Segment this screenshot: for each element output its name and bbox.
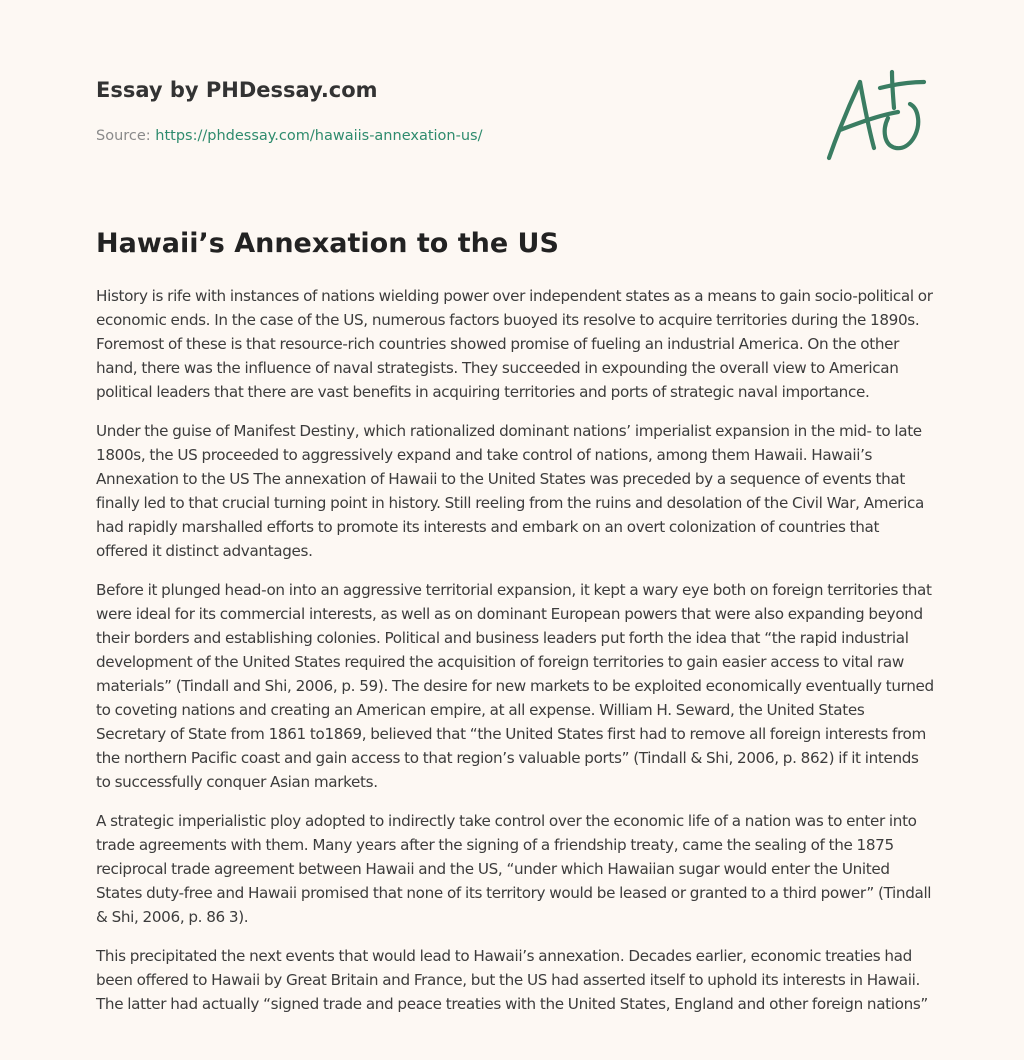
essay-header bbox=[96, 76, 796, 146]
a-plus-logo-icon bbox=[822, 68, 928, 164]
paragraph: Before it plunged head-on into an aggressive territorial expansion, it kept a wary eye both on foreign territories that were ideal for its commercial interests, as well as on dominant European powers that were also expanding beyond their borders and establishing colonies. Political and business leaders put forth the idea that “the rapid industrial development of the United States required the acquisition of foreign territories to gain easier access to vital raw materials” (Tindall and Shi, 2006, p. 59). The desire for new markets to be exploited economically eventually turned to coveting nations and creating an American empire, at all expense. William H. Seward, the United States Secretary of State from 1861 to1869, believed that “the United States first had to remove all foreign interests from the northern Pacific coast and gain access to that region’s valuable ports” (Tindall & Shi, 2006, p. 862) if it intends to successfully conquer Asian markets. bbox=[96, 581, 934, 791]
paragraph: History is rife with instances of nations wielding power over independent states as a means to gain socio-political or economic ends. In the case of the US, numerous factors buoyed its resolve to acquire territories during the 1890s. Foremost of these is that resource-rich countries showed promise of fueling an industrial America. On the other hand, there was the influence of naval strategists. They succeeded in expounding the overall view to American political leaders that there are vast benefits in acquiring territories and ports of strategic naval importance. bbox=[96, 287, 933, 401]
source-link[interactable]: https://phdessay.com/hawaiis-annexation-us/ bbox=[155, 128, 483, 144]
source-line bbox=[96, 126, 796, 146]
page-title: Hawaii’s Annexation to the US bbox=[96, 228, 559, 259]
paragraph: A strategic imperialistic ploy adopted to indirectly take control over the economic life of a nation was to enter into trade agreements with them. Many years after the signing of a friendship treaty, came the sealing of the 1875 reciprocal trade agreement between Hawaii and the US, “under which Hawaiian sugar would enter the United States duty-free and Hawaii promised that none of its territory would be leased or granted to a third power” (Tindall & Shi, 2006, p. 86 3). bbox=[96, 812, 932, 926]
site-title: Essay by PHDessay.com bbox=[96, 78, 378, 102]
source-label: Source: bbox=[96, 128, 156, 144]
paragraph: This precipitated the next events that would lead to Hawaii’s annexation. Decades earlier, economic treaties had been offered to Hawaii by Great Britain and France, but the US had asserted itself to uphold its interests in Hawaii. The latter had actually “signed trade and peace treaties with the United States, England and other foreign nations” bbox=[96, 947, 928, 1013]
paragraph: Under the guise of Manifest Destiny, which rationalized dominant nations’ imperialist expansion in the mid- to late 1800s, the US proceeded to aggressively expand and take control of nations, among them Hawaii. Hawaii’s Annexation to the US The annexation of Hawaii to the United States was preceded by a sequence of events that finally led to that crucial turning point in history. Still reeling from the ruins and desolation of the Civil War, America had rapidly marshalled efforts to promote its interests and embark on an overt colonization of countries that offered it distinct advantages. bbox=[96, 422, 924, 560]
essay-body bbox=[96, 284, 934, 1031]
